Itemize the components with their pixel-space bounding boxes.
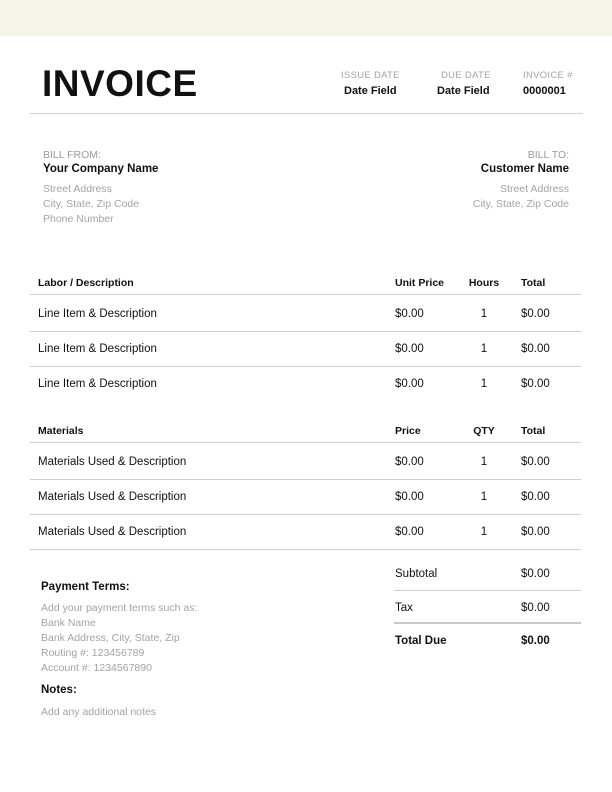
payment-terms-line-3: Bank Address, City, State, Zip [41,632,180,644]
labor-row-1-total: $0.00 [521,308,550,320]
labor-row-3-description: Line Item & Description [38,378,157,390]
materials-row-2-qty: 1 [480,491,488,503]
labor-header-total: Total [521,277,546,289]
payment-terms-title: Payment Terms: [41,581,130,593]
materials-header-total: Total [521,425,546,437]
total-due-value: $0.00 [521,635,550,647]
bill-from-phone: Phone Number [43,213,114,225]
due-date-value: Date Field [437,85,490,97]
materials-header-qty: QTY [473,425,495,437]
subtotal-label: Subtotal [395,568,438,580]
materials-row-3-description: Materials Used & Description [38,526,187,538]
invoice-number-value: 0000001 [523,85,566,97]
labor-header-divider [30,294,581,295]
materials-row-1-divider [30,479,581,480]
payment-terms-line-4: Routing #: 123456789 [41,647,145,659]
materials-row-3-qty: 1 [480,526,488,538]
labor-header-hours: Hours [468,277,500,289]
materials-row-3-total: $0.00 [521,526,550,538]
labor-row-1-unit-price: $0.00 [395,308,424,320]
invoice-number-label: INVOICE # [523,70,573,81]
notes-title: Notes: [41,684,77,696]
labor-row-2-description: Line Item & Description [38,343,157,355]
due-date-label: DUE DATE [441,70,491,81]
notes-text: Add any additional notes [41,706,157,718]
materials-header-price: Price [395,425,421,437]
invoice-title: INVOICE [42,63,198,104]
materials-header-divider [30,442,581,443]
materials-row-3-price: $0.00 [395,526,424,538]
tax-label: Tax [395,602,413,614]
materials-row-3-divider [30,549,581,550]
materials-row-1-qty: 1 [480,456,488,468]
bill-from-street: Street Address [43,183,112,195]
bill-to-city: City, State, Zip Code [472,198,569,210]
issue-date-label: ISSUE DATE [341,70,400,81]
bill-from-city: City, State, Zip Code [43,198,140,210]
materials-row-2-price: $0.00 [395,491,424,503]
labor-row-2-divider [30,366,581,367]
subtotal-value: $0.00 [521,568,550,580]
materials-row-1-total: $0.00 [521,456,550,468]
payment-terms-line-2: Bank Name [41,617,96,629]
issue-date-value: Date Field [344,85,397,97]
subtotal-divider [394,590,581,591]
header-divider [30,113,583,114]
tax-divider [394,622,581,624]
bill-from-name: Your Company Name [43,163,159,175]
tax-value: $0.00 [521,602,550,614]
payment-terms-line-5: Account #: 1234567890 [41,662,152,674]
materials-row-1-description: Materials Used & Description [38,456,187,468]
labor-row-1-description: Line Item & Description [38,308,157,320]
labor-row-2-unit-price: $0.00 [395,343,424,355]
top-band [0,0,612,36]
materials-row-2-description: Materials Used & Description [38,491,187,503]
labor-header-unit-price: Unit Price [395,277,445,289]
labor-row-3-hours: 1 [480,378,488,390]
bill-from-label: BILL FROM: [43,149,101,161]
payment-terms-line-1: Add your payment terms such as: [41,602,198,614]
materials-row-1-price: $0.00 [395,456,424,468]
labor-row-2-hours: 1 [480,343,488,355]
total-due-label: Total Due [395,635,447,647]
labor-row-1-hours: 1 [480,308,488,320]
materials-header-description: Materials [38,425,84,437]
labor-row-3-total: $0.00 [521,378,550,390]
bill-to-label: BILL TO: [527,149,569,161]
bill-to-name: Customer Name [480,163,569,175]
labor-header-description: Labor / Description [38,277,134,289]
labor-row-2-total: $0.00 [521,343,550,355]
materials-row-2-divider [30,514,581,515]
materials-row-2-total: $0.00 [521,491,550,503]
labor-row-1-divider [30,331,581,332]
labor-row-3-unit-price: $0.00 [395,378,424,390]
bill-to-street: Street Address [500,183,569,195]
